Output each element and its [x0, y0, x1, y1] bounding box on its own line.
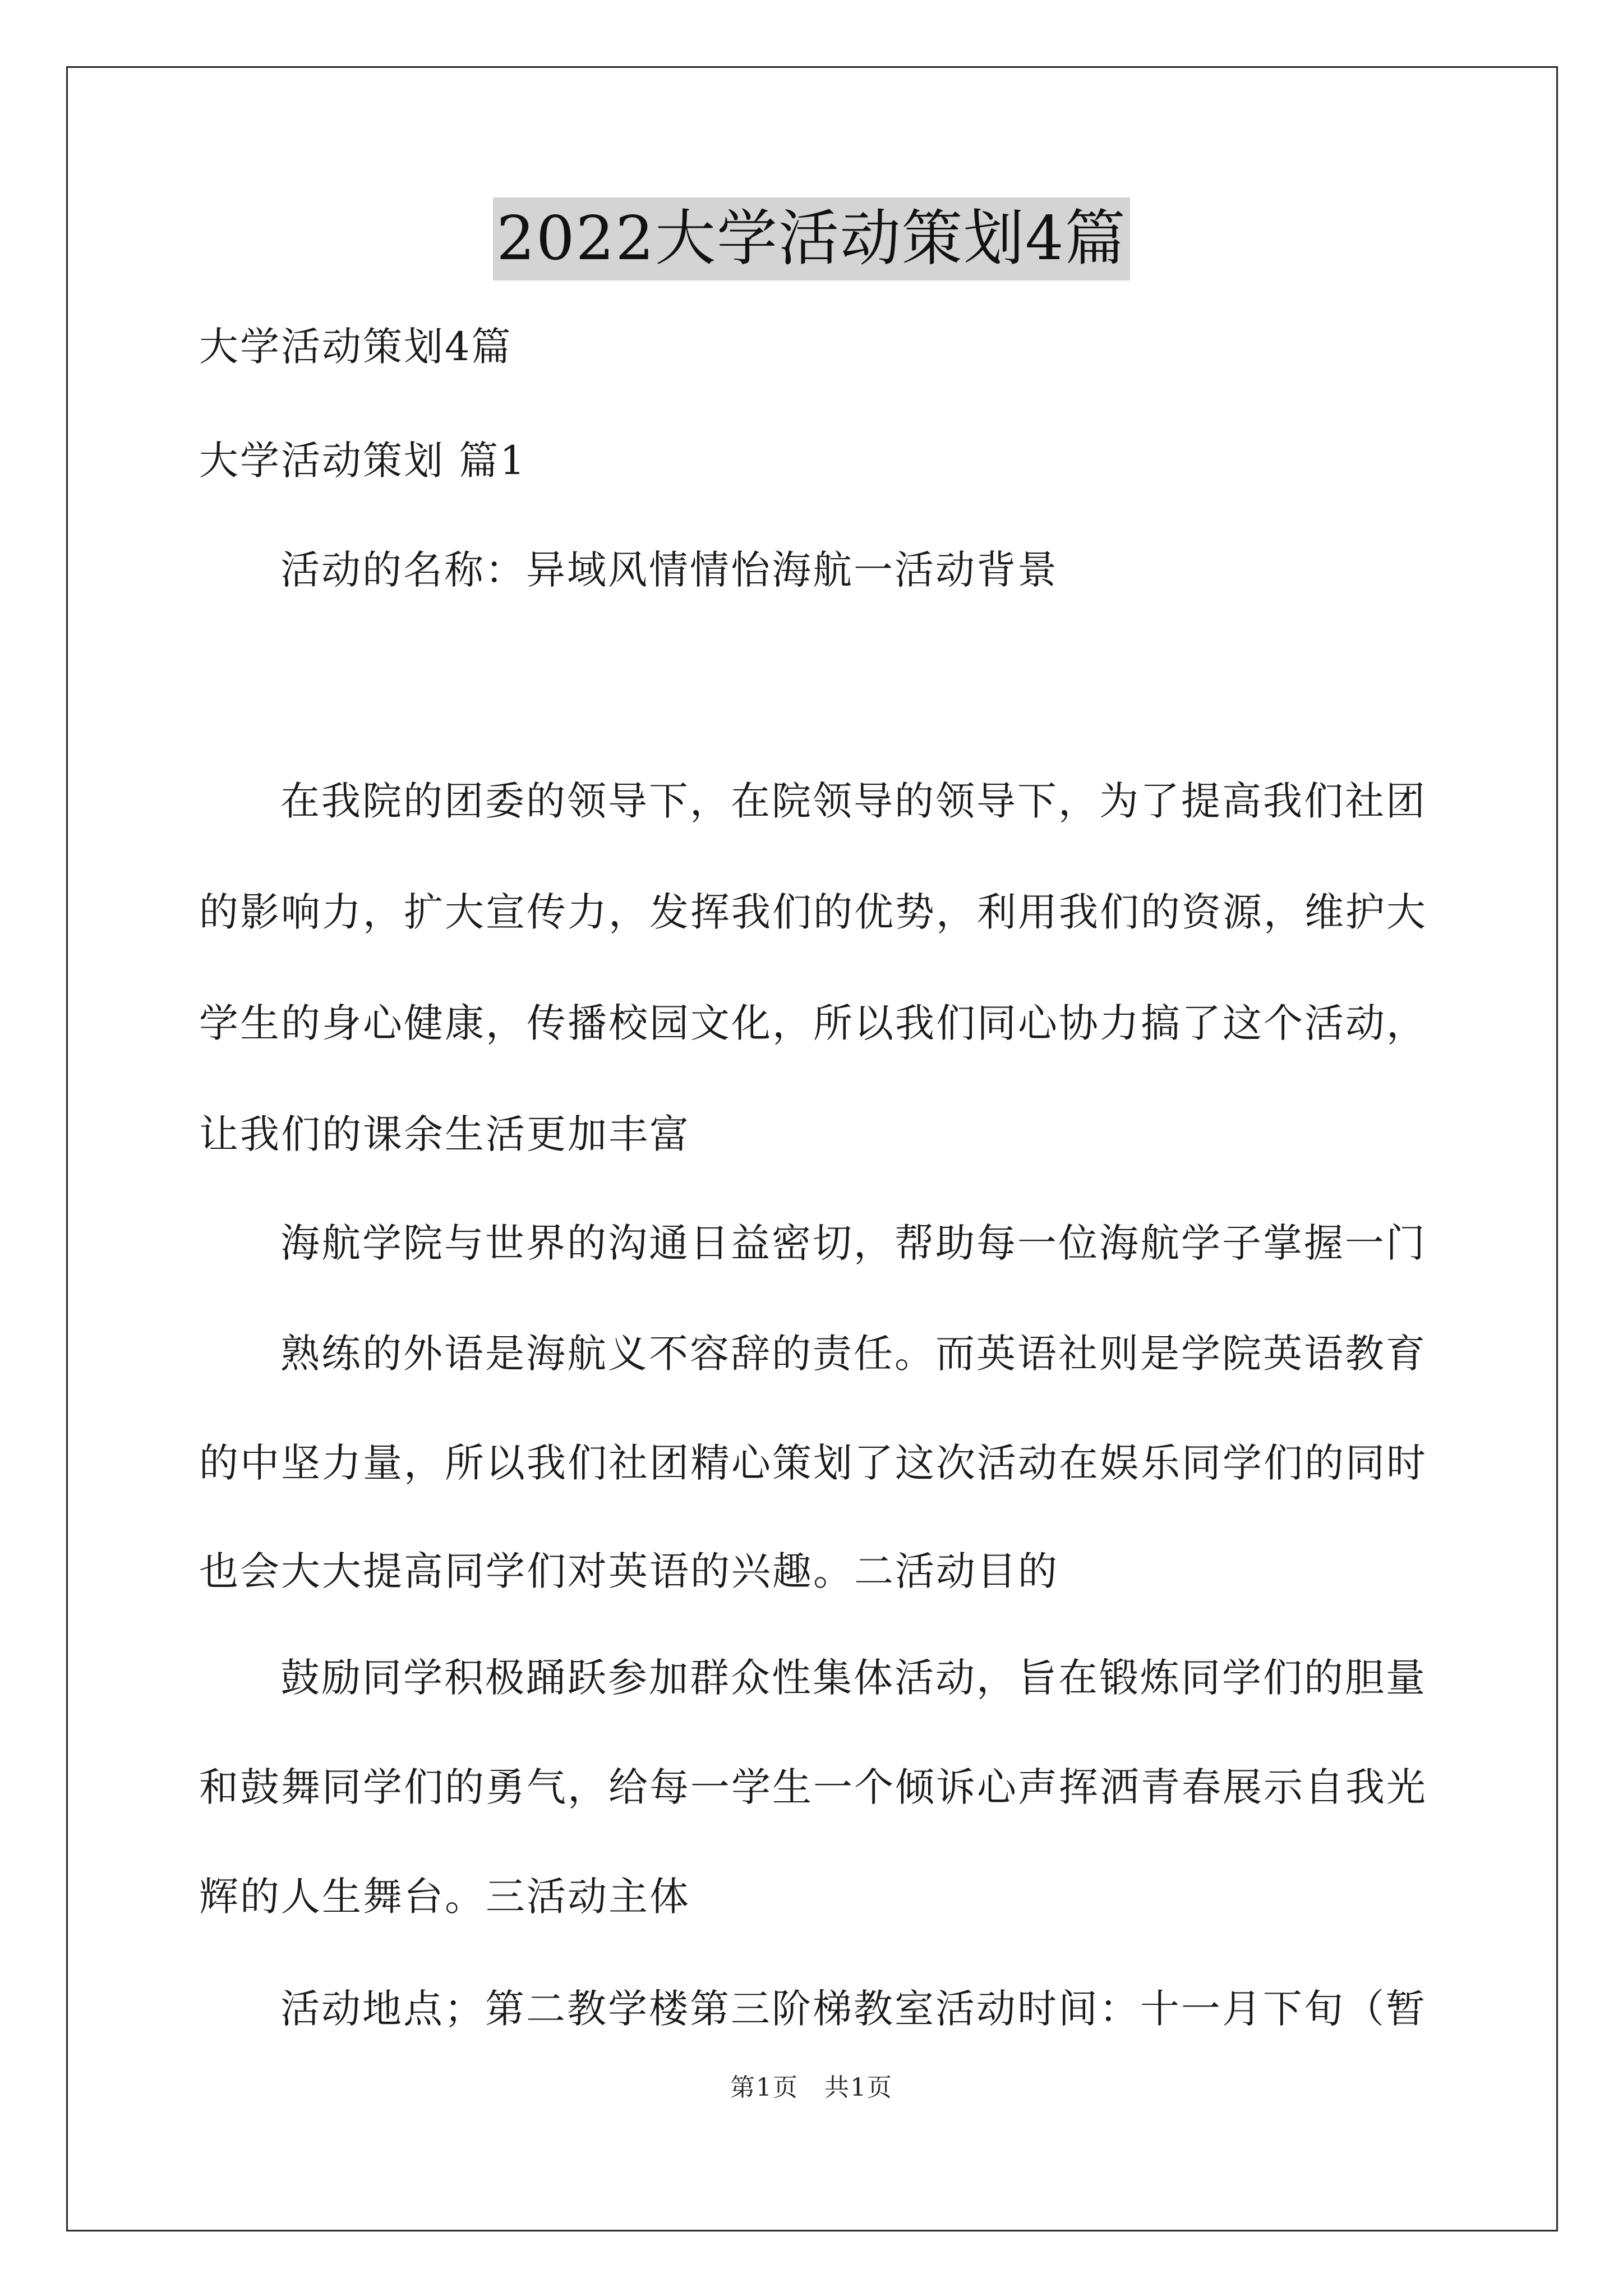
subtitle-line: 大学活动策划4篇 [199, 324, 513, 370]
paragraph-line: 让我们的课余生活更加丰富 [199, 1111, 690, 1157]
paragraph-line: 海航学院与世界的沟通日益密切，帮助每一位海航学子掌握一门 [280, 1220, 1427, 1266]
paragraph-line: 学生的身心健康，传播校园文化，所以我们同心协力搞了这个活动， [199, 1000, 1427, 1046]
section-heading: 大学活动策划 篇1 [199, 438, 527, 484]
paragraph-line: 也会大大提高同学们对英语的兴趣。二活动目的 [199, 1548, 1059, 1594]
paragraph-line: 熟练的外语是海航义不容辞的责任。而英语社则是学院英语教育 [280, 1331, 1427, 1377]
title-container [0, 197, 1623, 280]
paragraph-line: 的影响力，扩大宣传力，发挥我们的优势，利用我们的资源，维护大 [199, 889, 1427, 935]
paragraph-line: 鼓励同学积极踊跃参加群众性集体活动，旨在锻炼同学们的胆量 [280, 1655, 1427, 1701]
paragraph-line: 和鼓舞同学们的勇气，给每一学生一个倾诉心声挥洒青春展示自我光 [199, 1764, 1427, 1810]
paragraph-line: 活动的名称：异域风情情怡海航一活动背景 [280, 547, 1058, 593]
paragraph-line: 在我院的团委的领导下，在院领导的领导下，为了提高我们社团 [280, 778, 1427, 824]
page-number-footer: 第1页 共1页 [730, 2073, 893, 2102]
paragraph-line: 辉的人生舞台。三活动主体 [199, 1874, 690, 1920]
paragraph-line: 的中坚力量，所以我们社团精心策划了这次活动在娱乐同学们的同时 [199, 1440, 1427, 1486]
paragraph-line: 活动地点；第二教学楼第三阶梯教室活动时间：十一月下旬（暂 [280, 1986, 1427, 2032]
document-title: 2022大学活动策划4篇 [493, 197, 1130, 280]
